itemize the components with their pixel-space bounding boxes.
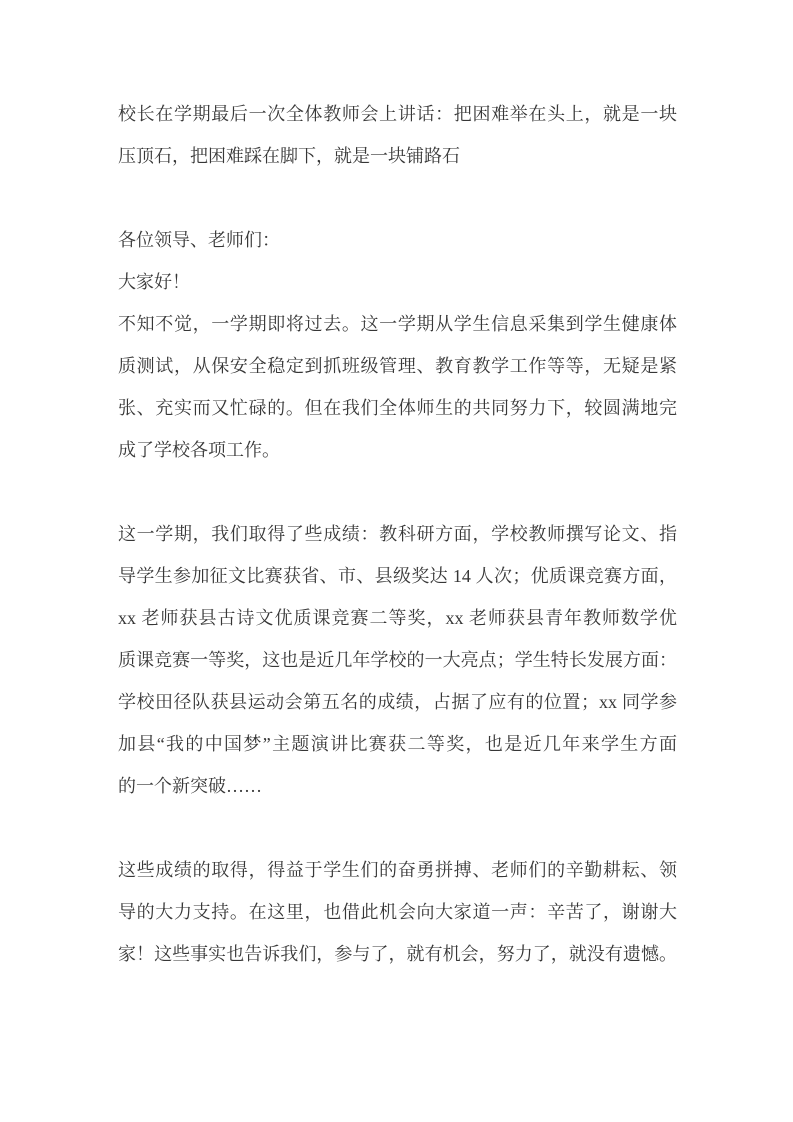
paragraph-line: xx 老师获县古诗文优质课竞赛二等奖，xx 老师获县青年教师数学优 <box>118 608 677 628</box>
paragraph-line: 这一学期，我们取得了些成绩：教科研方面，学校教师撰写论文、指 <box>118 524 677 544</box>
salutation-line: 各位领导、老师们： <box>118 230 280 250</box>
paragraph-line: 加县“我的中国梦”主题演讲比赛获二等奖，也是近几年来学生方面 <box>118 734 677 754</box>
paragraph-line: 这些成绩的取得，得益于学生们的奋勇拼搏、老师们的辛勤耕耘、领 <box>118 860 677 880</box>
paragraph-3 <box>118 849 677 975</box>
paragraph-line: 不知不觉，一学期即将过去。这一学期从学生信息采集到学生健康体 <box>118 314 677 334</box>
greeting-line: 大家好！ <box>118 272 190 292</box>
paragraph-line: 导的大力支持。在这里，也借此机会向大家道一声：辛苦了，谢谢大 <box>118 902 677 922</box>
paragraph-line: 导学生参加征文比赛获省、市、县级奖达 14 人次；优质课竞赛方面， <box>118 566 677 586</box>
paragraph-line: 张、充实而又忙碌的。但在我们全体师生的共同努力下，较圆满地完 <box>118 398 677 418</box>
paragraph-line: 成了学校各项工作。 <box>118 440 280 460</box>
title-line-2: 压顶石，把困难踩在脚下，就是一块铺路石 <box>118 146 460 166</box>
paragraph-2 <box>118 513 677 807</box>
paragraph-line: 质测试，从保安全稳定到抓班级管理、教育教学工作等等，无疑是紧 <box>118 356 677 376</box>
document-title <box>118 93 677 177</box>
paragraph-line: 家！这些事实也告诉我们，参与了，就有机会，努力了，就没有遗憾。 <box>118 944 677 964</box>
paragraph-line: 质课竞赛一等奖，这也是近几年学校的一大亮点；学生特长发展方面： <box>118 650 677 670</box>
paragraph-1 <box>118 303 677 471</box>
document-page <box>118 93 677 975</box>
paragraph-line: 学校田径队获县运动会第五名的成绩，占据了应有的位置；xx 同学参 <box>118 692 677 712</box>
title-line-1: 校长在学期最后一次全体教师会上讲话：把困难举在头上，就是一块 <box>118 104 677 124</box>
paragraph-line: 的一个新突破…… <box>118 776 262 796</box>
